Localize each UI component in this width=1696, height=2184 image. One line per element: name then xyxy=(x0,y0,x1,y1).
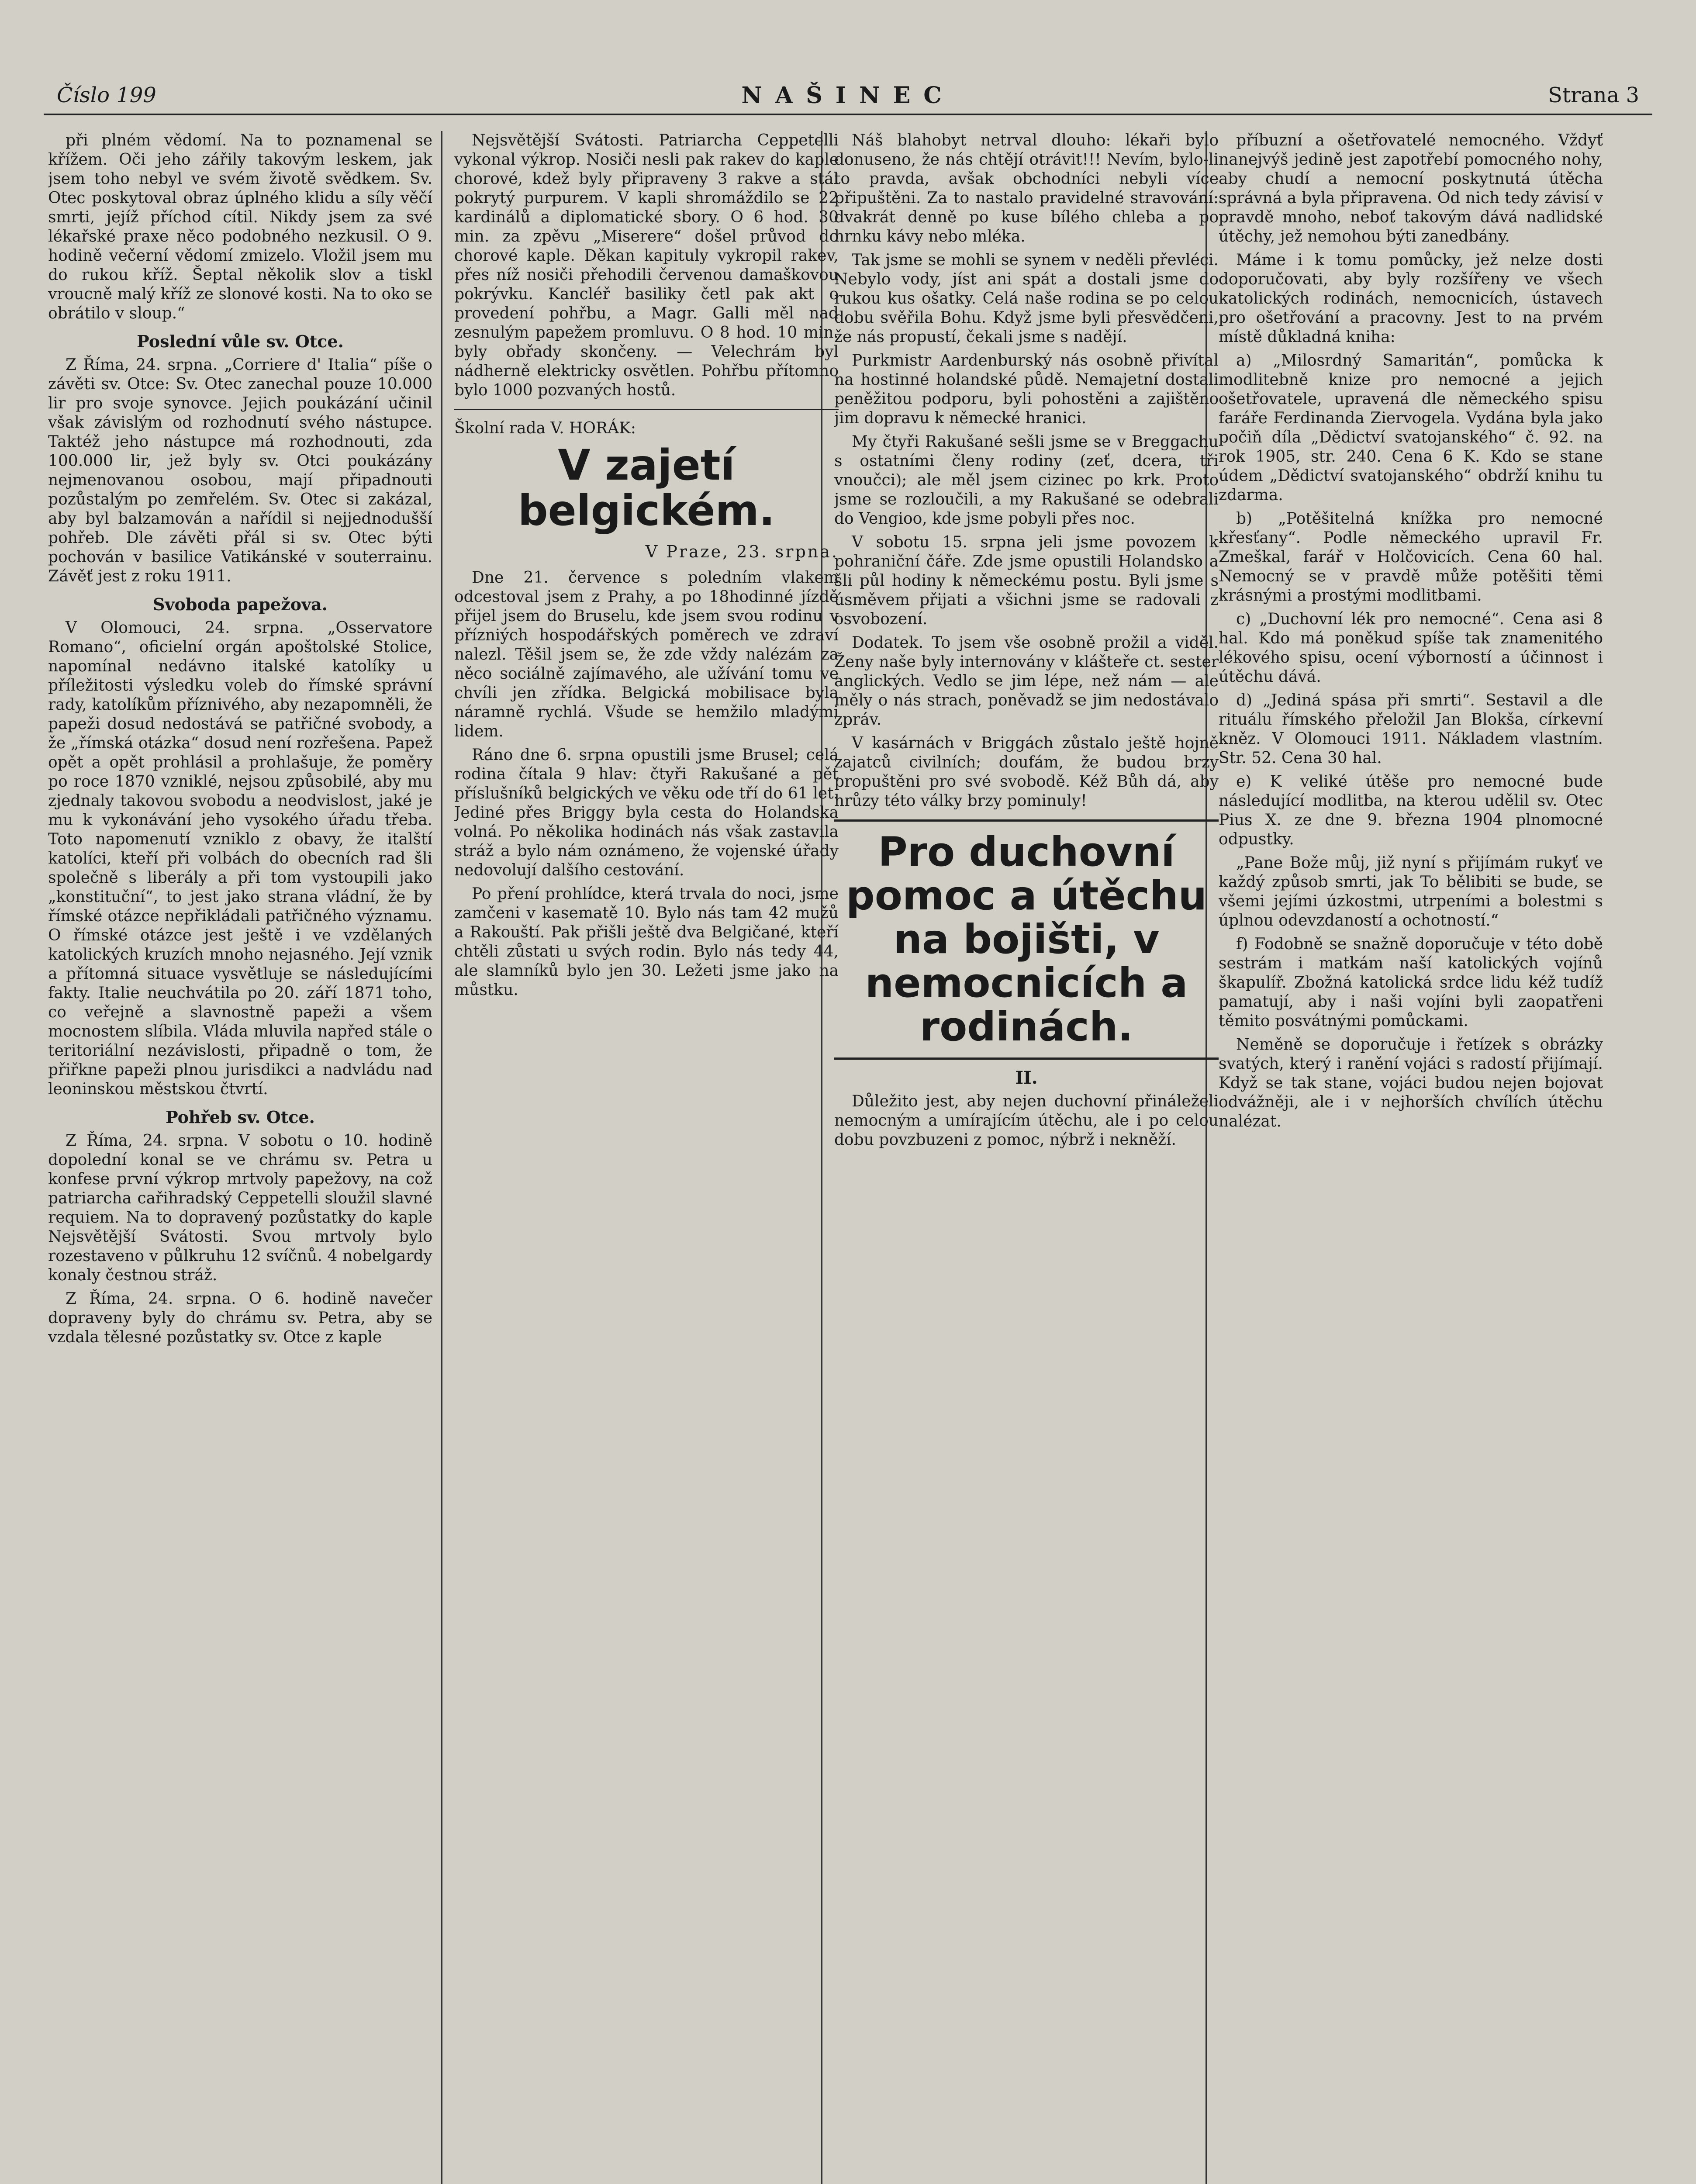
column-divider xyxy=(441,131,442,2184)
article-text: Náš blahobyt netrval dlouho: lékaři bylo donuseno, že nás chtějí otrávit!!! Nevím, bylo-li to pravda, avšak obchodníci nebyli více připuštěni. Za to nastalo pravidelné stravování: dvakrát denně po kuse bílého chleba a po hrnku kávy nebo mléka. xyxy=(834,131,1219,245)
column-1 xyxy=(48,131,432,2184)
masthead xyxy=(44,79,1652,115)
page-number: Strana 3 xyxy=(1547,83,1639,107)
article-text: Dne 21. července s poledním vlakem odcestoval jsem z Prahy, a po 18hodinné jízdě přijel jsem do Bruselu, kde jsem svou rodinu v přízniých hospodářských poměrech ve zdraví nalezl. Těšil jsem se, že zde vždy nalézám za něco sociálně zajímavého, ale užívání tomu ve chvíli jen zřídka. Belgická mobilisace byla náramně rychlá. Všude se hemžilo mladými lidem. xyxy=(454,569,839,740)
article-text: Ráno dne 6. srpna opustili jsme Brusel; celá rodina čítala 9 hlav: čtyři Rakušané a pět příslušníků belgických ve věku ode tří do 61 let. Jediné přes Briggy byla cesta do Holandska volná. Po několika hodinách nás však zastavila stráž a bylo nám oznámeno, že vojenské úřady nedovolují dalšího cestování. xyxy=(454,746,839,879)
article-text: Důležito jest, aby nejen duchovní přináleželi nemocným a umírajícím útěchu, ale i po celou dobu povzbuzeni z pomoc, nýbrž i nekněží. xyxy=(834,1092,1219,1149)
article-text: Purkmistr Aardenburský nás osobně přivítal na hostinné holandské půdě. Nemajetní dostali peněžitou podporu, byli pohostěni a zajištěno jim dopravu k německé hranici. xyxy=(834,352,1219,427)
article-text: V Olomouci, 24. srpna. „Osservatore Romano“, oficielní orgán apoštolské Stolice, napomínal nedávno italské katolíky u příležitosti výsledku voleb do římské správní rady, katolíkům příznivého, aby nezapomněli, že papeži dosud nedostává se patřičné svobody, a že „římská otázka“ dosud není rozřešena. Papež opět a opět prohlásil a prohlašuje, že poměry po roce 1870 vzniklé, nejsou způsobilé, aby mu zjednaly takovou svobodu a neodvislost, jaké je mu k vykonávání jeho vysokého úřadu třeba. Toto napomenutí vzniklo z obavy, že italští katolíci, kteří při volbách do obecních rad šli společně s liberály a při tom vystoupili jako „konstituční“, to jest jako strana vládní, že by římské otázce nepřikládali patřičného významu. O římské otázce jest ještě i ve vzdělaných katolických kruzích mnoho nejasného. Její vznik a přítomná situace vysvětluje se následujícími fakty. Italie neuchvátila po 20. září 1871 toho, co veřejně a slavnostně papeži a všem mocnostem slíbila. Vláda mluvila napřed stále o teritoriální nezávislosti, připadně o tom, že přiřkne papeži plnou jurisdikci a nadvládu nad leoninskou městskou čtvrtí. xyxy=(48,619,432,1098)
section-heading: Pohřeb sv. Otce. xyxy=(166,1107,315,1127)
article-text: Dodatek. To jsem vše osobně prožil a viděl. Ženy naše byly internovány v klášteře ct. sester anglických. Vedlo se jim lépe, než nám — ale měly o nás strach, poněvadž se jim nedostávalo zpráv. xyxy=(834,634,1219,729)
section-number: II. xyxy=(1015,1068,1038,1088)
article-text: Z Říma, 24. srpna. „Corriere d' Italia“ píše o závěti sv. Otce: Sv. Otec zanechal pouze 10.000 lir pro svoje synovce. Jejich poukázání učinil však závislým od rozhodnutí svého nástupce. Taktéž jeho nástupce má rozhodnouti, zda 100.000 lir, jež byly sv. Otci poukázány nejmenovanou osobou, mají připadnouti pozůstalým po zemřelém. Sv. Otec si zakázal, aby byl balzamován a nařídil si nejjednodušší pohřeb. Dle závěti přál si sv. Otec býti pochován v basilice Vatikánské v souterrainu. Závěť jest z roku 1911. xyxy=(48,356,432,585)
headline: V zajetí belgickém. xyxy=(518,441,775,535)
dateline: V Praze, 23. srpna. xyxy=(645,542,839,561)
article-text: V sobotu 15. srpna jeli jsme povozem k pohraniční čáře. Zde jsme opustili Holandsko a šli půl hodiny k německému postu. Byli jsme s úsměvem přijati a všichni jsme se radovali z osvobození. xyxy=(834,533,1219,628)
divider xyxy=(454,409,839,410)
article-text: příbuzní a ošetřovatelé nemocného. Vždyť nanejvýš jedině jest zapotřebí pomocného nohy, aby chudí a nemocní poskytnutá útěcha správná a byla připravena. Od nich tedy závisí v pravdě mnoho, neboť takovým dává nadlidské útěchy, jež nemohou býti zanedbány. xyxy=(1219,131,1603,245)
article-text: V kasárnách v Briggách zůstalo ještě hojně zajatců civilních; doufám, že budou brzy propuštěni pro své svobodě. Kéž Bůh dá, aby hrůzy této války brzy pominuly! xyxy=(834,734,1219,810)
article-text: d) „Jediná spása při smrti“. Sestavil a dle rituálu římského přeložil Jan Blokša, církevní kněz. V Olomouci 1911. Nákladem vlastním. Str. 52. Cena 30 hal. xyxy=(1219,691,1603,767)
column-4 xyxy=(1219,131,1603,2184)
article-text: f) Fodobně se snažně doporučuje v této době sestrám i matkám naší katolických vojínů škapulíř. Zbožná katolická srdce lidu kéž tudíž pamatují, aby i naši vojíni byli zaopatřeni těmito posvátnými pomůckami. xyxy=(1219,935,1603,1030)
section-heading: Poslední vůle sv. Otce. xyxy=(137,332,344,351)
article-text: Nejsvětější Svátosti. Patriarcha Ceppetelli vykonal výkrop. Nosiči nesli pak rakev do kaple chorové, kdež byly připraveny 3 rakve a stál pokrytý purpurem. V kapli shromáždilo se 22 kardinálů a diplomatické sbory. O 6 hod. 30 min. za zpěvu „Miserere“ došel průvod do chorové kaple. Děkan kapituly vykropil rakev, přes níž nosiči přehodili červenou damaškovou pokrývku. Kancléř basiliky četl pak akt o provedení pohřbu, a Magr. Galli měl nad zesnulým papežem promluvu. O 8 hod. 10 min. byly obřady skončeny. — Velechrám byl nádherně elektricky osvětlen. Pohřbu přítomno bylo 1000 pozvaných hostů. xyxy=(454,131,839,399)
article-text: Z Říma, 24. srpna. V sobotu o 10. hodině dopolední konal se ve chrámu sv. Petra u konfese první výkrop mrtvoly papežovy, na což patriarcha cařihradský Ceppetelli sloužil slavné requiem. Na to dopravený pozůstatky do kaple Nejsvětější Svátosti. Svou mrtvoly bylo rozestaveno v půlkruhu 12 svíčnů. 4 nobelgardy konaly čestnou stráž. xyxy=(48,1132,432,1284)
boxed-headline: Pro duchovní pomoc a útěchu na bojišti, v nemocnicích a rodinách. xyxy=(834,819,1219,1060)
article-text: b) „Potěšitelná knížka pro nemocné křesťany“. Podle německého upravil Fr. Zmeškal, farář v Holčovicích. Cena 60 hal. Nemocný se v pravdě může potěšiti těmi krásnými a prostými modlitbami. xyxy=(1219,510,1603,605)
byline: Školní rada V. HORÁK: xyxy=(454,419,636,437)
article-text: My čtyři Rakušané sešli jsme se v Breggachu s ostatními členy rodiny (zeť, dcera, tři vnoučci); ale měl jsem cizinec po krk. Proto jsme se rozloučili, a my Rakušané se odebrali do Vengioo, kde jsme pobyli přes noc. xyxy=(834,433,1219,528)
column-2 xyxy=(454,131,839,2184)
article-text: „Pane Bože můj, již nyní s přijímám rukyť ve každý způsob smrti, jak To bělibiti se bude, se všemi jejími úzkostmi, utrpeními a bolestmi s úplnou odevzdaností a ochotností.“ xyxy=(1219,854,1603,930)
article-text: e) K veliké útěše pro nemocné bude následující modlitba, na kterou udělil sv. Otec Pius X. ze dne 9. března 1904 plnomocné odpustky. xyxy=(1219,773,1603,848)
section-heading: Svoboda papežova. xyxy=(152,594,328,614)
newspaper-title: NAŠINEC xyxy=(741,82,955,109)
article-text: a) „Milosrdný Samaritán“, pomůcka k modlitebně knize pro nemocné a jejich ošetřovatele, upravená dle německého spisu faráře Ferdinanda Ziervogela. Vydána byla jako počiň díla „Dědictví svatojanského“ č. 92. na rok 1905, str. 240. Cena 6 K. Kdo se stane údem „Dědictví svatojanského“ obdrží knihu tu zdarma. xyxy=(1219,352,1603,504)
article-text: Tak jsme se mohli se synem v neděli převléci. Nebylo vody, jíst ani spát a dostali jsme do rukou kus ošatky. Celá naše rodina se po celou dobu svěřila Bohu. Když jsme byli přesvědčeni, že nás propustí, čekali jsme s nadějí. xyxy=(834,251,1219,346)
article-text: Po pření prohlídce, která trvala do noci, jsme zamčeni v kasematě 10. Bylo nás tam 42 mužů a Rakouští. Pak přišli ještě dva Belgičané, kteří chtěli zůstati u svých rodin. Bylo nás tedy 44, ale slamníků bylo jen 30. Ležeti jsme jako na můstku. xyxy=(454,885,839,999)
article-text: při plném vědomí. Na to poznamenal se křížem. Oči jeho zářily takovým leskem, jak jsem toho nebyl ve svém životě svědkem. Sv. Otec poskytoval obraz úplného klidu a síly věčí smrti, jejíž příchod cítil. Nikdy jsem za své lékařské praxe něco podobného nezkusil. O 9. hodině večerní vědomí zmizelo. Vložil jsem mu do rukou kříž. Šeptal několik slov a tiskl vroucně malý kříž ze slonové kosti. Na to oko se obrátilo v sloup.“ xyxy=(48,131,432,322)
article-text: Máme i k tomu pomůcky, jež nelze dosti doporučovati, aby byly rozšířeny ve všech katolických rodinách, nemocnicích, ústavech pro ošetřování a pracovny. Jest to na prvém místě důkladná kniha: xyxy=(1219,251,1603,346)
article-text: Neměně se doporučuje i řetízek s obrázky svatých, který i ranění vojáci s radostí přijímají. Když se tak stane, vojáci budou nejen bojovat odvážněji, ale i v nejhorších chvílích útěchu nalézat. xyxy=(1219,1036,1603,1130)
issue-number: Číslo 199 xyxy=(57,83,156,107)
article-text: Z Říma, 24. srpna. O 6. hodině navečer dopraveny byly do chrámu sv. Petra, aby se vzdala tělesné pozůstatky sv. Otce z kaple xyxy=(48,1290,432,1346)
article-text: c) „Duchovní lék pro nemocné“. Cena asi 8 hal. Kdo má poněkud spíše tak znamenitého lékového spisu, ocení výborností a účinnost i útěchu dává. xyxy=(1219,610,1603,686)
column-3 xyxy=(834,131,1219,2184)
